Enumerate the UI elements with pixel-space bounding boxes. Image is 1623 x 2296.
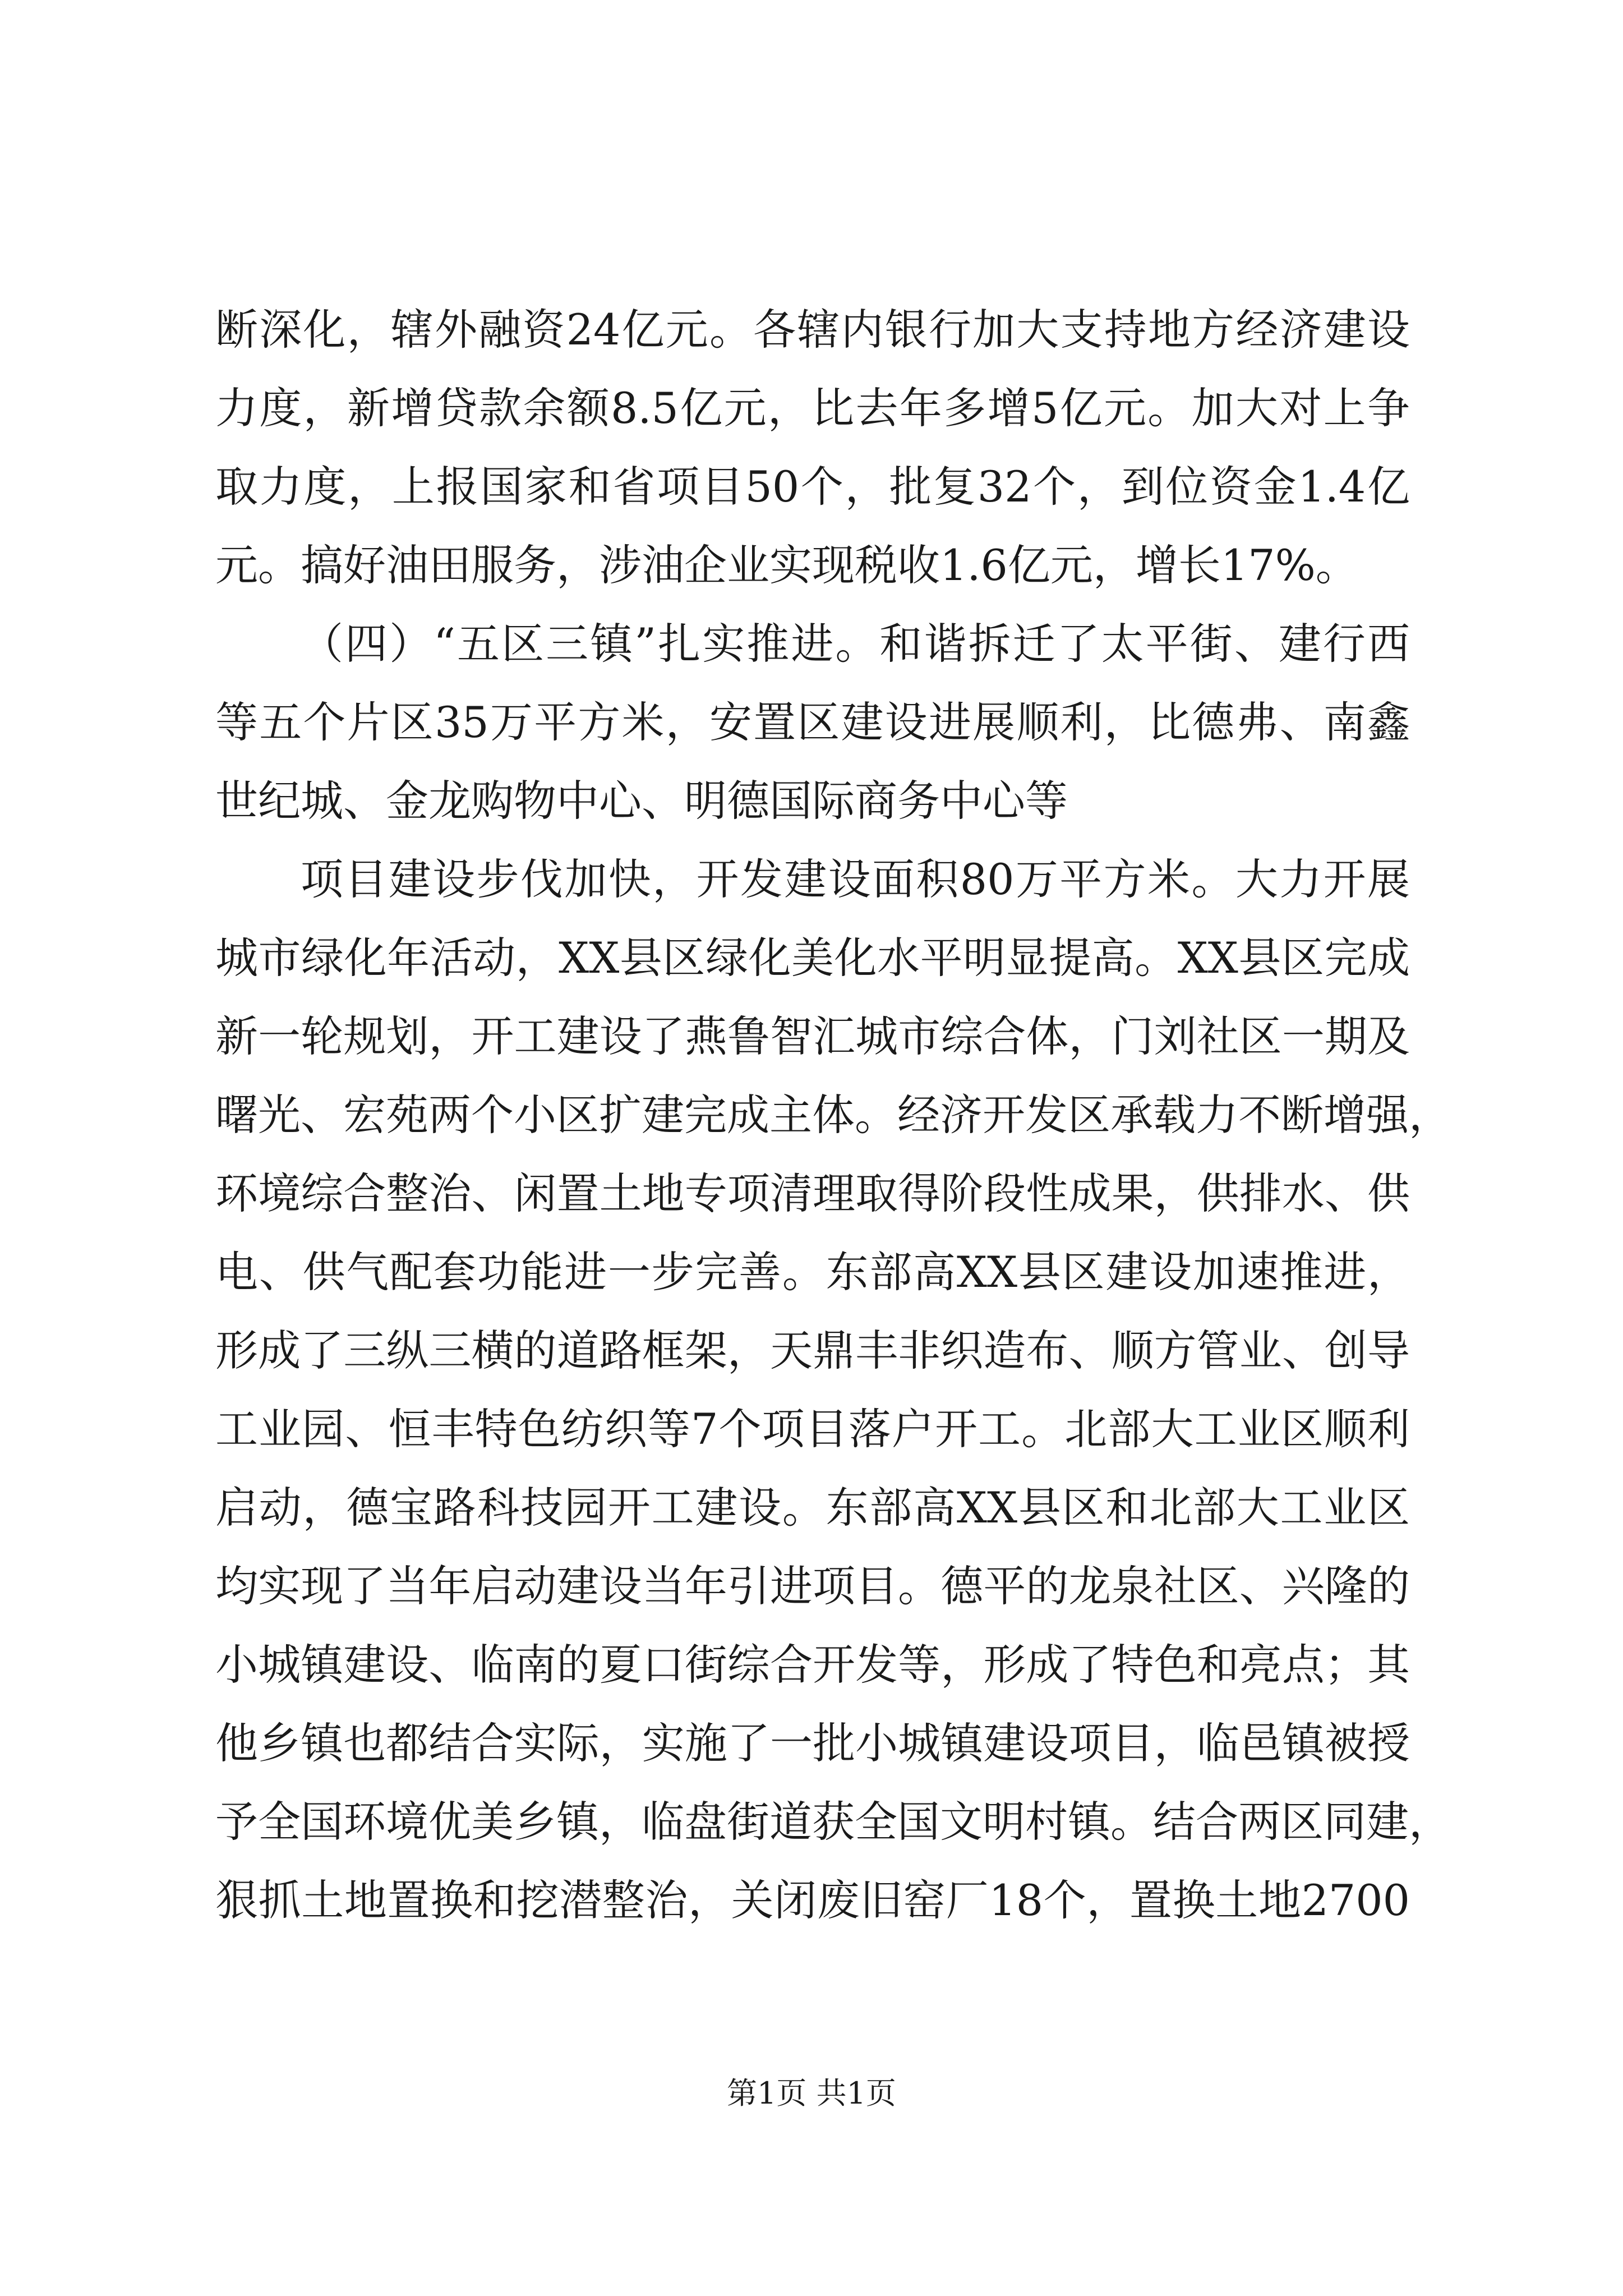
text-line: 启动，德宝路科技园开工建设。东部高XX县区和北部大工业区 xyxy=(215,1483,1410,1533)
text-line: 小城镇建设、临南的夏口街综合开发等，形成了特色和亮点；其 xyxy=(215,1640,1410,1690)
page-number-footer: 第1页 共1页 xyxy=(727,2076,896,2111)
text-line: 项目建设步伐加快，开发建设面积80万平方米。大力开展 xyxy=(301,854,1410,904)
text-line: 予全国环境优美乡镇，临盘街道获全国文明村镇。结合两区同建， xyxy=(215,1797,1451,1847)
text-line: 元。搞好油田服务，涉油企业实现税收1.6亿元，增长17%。 xyxy=(215,540,1358,590)
text-line: 等五个片区35万平方米，安置区建设进展顺利，比德弗、南鑫 xyxy=(215,697,1410,747)
text-line: 断深化，辖外融资24亿元。各辖内银行加大支持地方经济建设 xyxy=(215,305,1410,355)
text-line: 形成了三纵三横的道路框架，天鼎丰非织造布、顺方管业、创导 xyxy=(215,1326,1410,1375)
text-line: 力度，新增贷款余额8.5亿元，比去年多增5亿元。加大对上争 xyxy=(215,383,1410,433)
text-line: 取力度，上报国家和省项目50个，批复32个，到位资金1.4亿 xyxy=(215,462,1410,512)
text-line: （四）“五区三镇”扎实推进。和谐拆迁了太平街、建行西 xyxy=(301,619,1410,669)
text-line: 电、供气配套功能进一步完善。东部高XX县区建设加速推进， xyxy=(215,1247,1410,1297)
text-line: 狠抓土地置换和挖潜整治，关闭废旧窑厂18个，置换土地2700 xyxy=(215,1875,1410,1925)
text-line: 曙光、宏苑两个小区扩建完成主体。经济开发区承载力不断增强， xyxy=(215,1090,1451,1140)
text-line: 世纪城、金龙购物中心、明德国际商务中心等 xyxy=(215,776,1068,826)
text-line: 环境综合整治、闲置土地专项清理取得阶段性成果，供排水、供 xyxy=(215,1168,1410,1218)
text-line: 他乡镇也都结合实际，实施了一批小城镇建设项目，临邑镇被授 xyxy=(215,1718,1410,1768)
text-line: 工业园、恒丰特色纺织等7个项目落户开工。北部大工业区顺利 xyxy=(215,1404,1410,1454)
text-line: 新一轮规划，开工建设了燕鲁智汇城市综合体，门刘社区一期及 xyxy=(215,1011,1410,1061)
text-line: 均实现了当年启动建设当年引进项目。德平的龙泉社区、兴隆的 xyxy=(215,1561,1410,1611)
text-line: 城市绿化年活动，XX县区绿化美化水平明显提高。XX县区完成 xyxy=(215,933,1410,983)
